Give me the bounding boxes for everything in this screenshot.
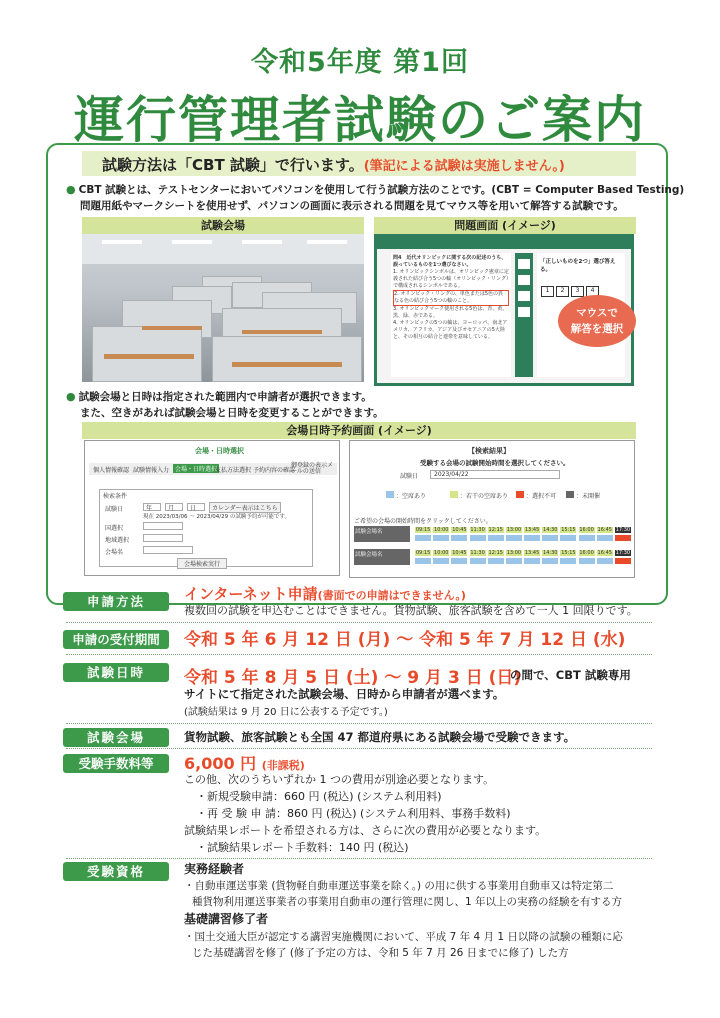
method-banner (82, 151, 636, 176)
slot-venue-label: 試験会場名 (354, 549, 410, 565)
time-slot-cell[interactable] (487, 534, 505, 542)
time-slot-header: 16:45 (597, 550, 612, 556)
qualification-head2: 基礎講習修了者 (184, 912, 269, 926)
method-banner-note: (筆記による試験は実施しません。) (363, 159, 565, 174)
date-label: 試験日 (105, 506, 124, 513)
answer-choice-4[interactable]: 4 (586, 286, 599, 297)
time-slot-cell[interactable] (505, 557, 523, 565)
venue-search-button[interactable]: 会場検索実行 (177, 558, 227, 569)
label-venue: 試験会場 (63, 728, 169, 747)
method-banner-text: 試験方法は「CBT 試験」で行います。 (102, 156, 364, 174)
exam-dates-text: 令和 5 年 8 月 5 日 (土) ～ 9 月 3 日 (日) (184, 668, 522, 688)
venue-name-label: 会場名 (105, 549, 124, 556)
cbt-description (66, 182, 684, 214)
qualification-body1b: 種貨物利用運送事業者の事業用自動車の運行管理に関し、1 年以上の実務の経験を有する方 (192, 896, 623, 908)
question-heading: 問4 近代オリンピックに関する次の記述のうち、誤っているものを1つ選びなさい。 (393, 255, 507, 268)
time-slot-cell[interactable] (450, 557, 468, 565)
fee-amount: 6,000 円 (184, 754, 257, 773)
fee-line1: この他、次のうちいずれか 1 つの費用が別途必要となります。 (184, 773, 495, 786)
booking-screen-mock-1 (84, 440, 340, 576)
fee-line3: ・再 受 験 申 請：860 円 (税込) (システム利用料、事務手数料) (196, 807, 511, 820)
legend-few: ：若干の空席あり (460, 493, 509, 500)
step-1: 個人情報確認 (93, 467, 130, 474)
time-slot-cell[interactable] (414, 534, 432, 542)
time-slot-header: 17:30 (615, 550, 631, 556)
apply-method-headline (184, 583, 466, 604)
exam-dates-line2: サイトにて指定された試験会場、日時から申請者が選べます。 (184, 687, 505, 701)
time-slot-header: 10:00 (434, 527, 449, 533)
time-slot-header: 10:45 (452, 527, 467, 533)
time-slot-cell[interactable] (523, 534, 541, 542)
label-fee: 受験手数料等 (63, 754, 169, 773)
time-slot-header: 16:00 (579, 550, 594, 556)
slot-venue-label: 試験会場名 (354, 526, 410, 542)
venue-notes (66, 389, 384, 421)
search-result-instruction: 受験する会場の試験開始時間を選択してください。 (420, 459, 570, 467)
apply-method-text: インターネット申請 (184, 585, 318, 603)
legend-not-held: ：未開催 (576, 493, 601, 500)
question-number-column (515, 253, 533, 377)
year-unit: 年 (146, 505, 153, 512)
mouse-bubble-line1: マウスで (576, 307, 618, 319)
time-slot-cell[interactable] (596, 534, 614, 542)
time-slot-cell[interactable] (432, 557, 450, 565)
mouse-bubble-line2: 解答を選択 (570, 323, 624, 335)
question-option-1: 1. オリンピックシンボルは、オリンピック憲章に定義された結び合う5つの輪（オリンピック・リング）で構成されるシンボルである。 (393, 269, 509, 289)
time-slot-cell[interactable] (414, 557, 432, 565)
region-select[interactable] (143, 534, 183, 542)
time-slot-header: 15:15 (561, 527, 576, 533)
country-select[interactable] (143, 522, 183, 530)
step-2: 試験情報入力 (133, 467, 170, 474)
qualification-body2b: じた基礎講習を修了 (修了予定の方は、令和 5 年 7 月 26 日までに修了) した方 (192, 947, 569, 959)
step-5: 予約内容の確認 (253, 467, 296, 474)
label-qualification: 受験資格 (63, 862, 169, 881)
time-slot-cell[interactable] (578, 557, 596, 565)
answer-prompt: 「正しいものを2つ」選び答える。 (540, 259, 616, 273)
time-slot-header: 12:15 (488, 550, 503, 556)
time-slot-cell[interactable] (578, 534, 596, 542)
time-slot-cell[interactable] (614, 534, 632, 542)
venue-name-input[interactable] (143, 546, 193, 554)
time-slot-cell[interactable] (559, 557, 577, 565)
fee-line5: ・試験結果レポート手数料：140 円 (税込) (196, 841, 409, 854)
venue-notes-line1: 試験会場と日時は指定された範囲内で申請者が選択できます。 (78, 391, 372, 403)
fee-tax-note: (非課税) (261, 759, 305, 772)
page-title: 運行管理者試験のご案内 (74, 91, 646, 149)
venue-text: 貨物試験、旅客試験とも全国 47 都道府県にある試験会場で受験できます。 (184, 730, 576, 744)
question-text-panel (391, 253, 511, 377)
caption-venue: 試験会場 (82, 217, 364, 234)
legend-available: ：空席あり (396, 493, 427, 500)
mouse-select-bubble (558, 295, 636, 347)
result-date-label: 試験日 (400, 473, 419, 480)
answer-choice-2[interactable]: 2 (556, 286, 569, 297)
booking-screen-mock-2 (349, 440, 635, 578)
fee-line4: 試験結果レポートを希望される方は、さらに次の費用が必要となります。 (184, 824, 547, 837)
month-unit: 月 (168, 505, 175, 512)
venue-photo (82, 234, 364, 382)
time-slot-header: 16:45 (597, 527, 612, 533)
label-apply-period: 申請の受付期間 (63, 630, 169, 649)
time-slot-header: 12:15 (488, 527, 503, 533)
cbt-description-line2: 問題用紙やマークシートを使用せず、パソコンの画面に表示される問題を見てマウス等を用いて解答する試験です。 (80, 200, 624, 212)
question-option-3: 3. オリンピックマーク使用される5色は、青、黄、黒、緑、赤である。 (393, 306, 508, 319)
time-slot-grid-1 (354, 526, 632, 542)
answer-choice-1[interactable]: 1 (541, 286, 554, 297)
booking-title: 会場・日時選択 (195, 447, 244, 455)
qualification-body1a: ・自動車運送事業 (貨物軽自動車運送事業を除く。) の用に供する事業用自動車又は特定第二 (184, 880, 614, 892)
day-unit: 日 (190, 505, 197, 512)
cbt-description-line1: CBT 試験とは、テストセンターにおいてパソコンを使用して行う試験方法のことです。(CBT = Computer Based Testing) (78, 184, 685, 196)
time-slot-header: 11:30 (470, 550, 485, 556)
exam-dates-suffix: の間で、CBT 試験専用 (510, 668, 631, 682)
time-slot-header: 13:45 (524, 550, 540, 556)
label-exam-dates: 試験日時 (63, 663, 169, 682)
time-slot-cell[interactable] (596, 557, 614, 565)
time-slot-cell[interactable] (469, 534, 487, 542)
time-slot-header: 11:30 (470, 527, 485, 533)
time-slot-cell[interactable] (541, 534, 559, 542)
search-result-title: 【検索結果】 (468, 447, 510, 455)
click-note: ご希望の会場の開始時間をクリックしてください。 (354, 518, 492, 525)
time-slot-cell[interactable] (450, 534, 468, 542)
title-year-line: 令和5年度 第1回 (251, 47, 469, 78)
bullet-icon: ● (66, 390, 76, 403)
time-slot-cell[interactable] (487, 557, 505, 565)
qualification-head1: 実務経験者 (184, 862, 245, 876)
time-slot-header: 13:00 (506, 550, 522, 556)
region-label: 地域選択 (105, 537, 130, 544)
step-6: 御登録の表示メールの送信 (291, 462, 334, 475)
range-note: 現在 2023/03/06 ～ 2023/04/29 の試験予約が可能です。 (143, 514, 290, 520)
step-3-active: 会場・日時選択 (175, 466, 218, 473)
time-slot-grid-2 (354, 549, 632, 565)
fee-line2: ・新規受験申請：660 円 (税込) (システム利用料) (196, 790, 442, 803)
label-apply-method: 申請方法 (63, 592, 169, 611)
time-slot-cell[interactable] (559, 534, 577, 542)
calendar-button[interactable]: カレンダー表示はこちら (209, 502, 281, 513)
exam-dates-line3: (試験結果は 9 月 20 日に公表する予定です。) (184, 707, 388, 718)
legend-unavailable: ：選択不可 (526, 493, 557, 500)
venue-notes-line2: また、空きがあれば試験会場と日時を変更することができます。 (80, 407, 384, 419)
time-slot-header: 14:30 (543, 527, 558, 533)
apply-method-note: (書面での申請はできません。) (317, 589, 466, 602)
time-slot-cell[interactable] (523, 557, 541, 565)
answer-choice-3[interactable]: 3 (571, 286, 584, 297)
caption-question-screen: 問題画面 (イメージ) (374, 217, 636, 234)
question-option-4: 4. オリンピックの5つの輪は、ヨーロッパ、南北アメリカ、アフリカ、アジア及びオセアニアの5大陸と、その相互の結合と連帯を意味している。 (393, 320, 508, 340)
time-slot-header: 15:15 (561, 550, 576, 556)
time-slot-header: 09:15 (415, 550, 431, 556)
step-4: 支払方法選択 (215, 467, 252, 474)
bullet-icon: ● (66, 183, 76, 196)
time-slot-header: 16:00 (579, 527, 594, 533)
time-slot-header: 09:15 (415, 527, 431, 533)
time-slot-header: 10:45 (452, 550, 467, 556)
qualification-body2a: ・国土交通大臣が認定する講習実施機関において、平成 7 年 4 月 1 日以降の試験の種類に応 (184, 931, 623, 943)
time-slot-cell[interactable] (432, 534, 450, 542)
time-slot-cell[interactable] (614, 557, 632, 565)
search-header: 検索条件 (103, 493, 128, 500)
time-slot-header: 17:30 (615, 527, 631, 533)
question-option-2: 2. オリンピック・リングの、単色または5色の異なる色の結び合う5つの輪のこと。 (393, 290, 509, 306)
apply-period-text: 令和 5 年 6 月 12 日 (月) ～ 令和 5 年 7 月 12 日 (水) (184, 630, 626, 650)
time-slot-header: 13:00 (506, 527, 522, 533)
question-screen-header-bar (377, 237, 631, 249)
time-slot-cell[interactable] (505, 534, 523, 542)
country-label: 国選択 (105, 525, 124, 532)
time-slot-header: 10:00 (434, 550, 449, 556)
result-date-value: 2023/04/22 (430, 470, 560, 479)
time-slot-cell[interactable] (469, 557, 487, 565)
apply-method-detail: 複数回の試験を申込むことはできません。貨物試験、旅客試験を含めて一人 1 回限りです。 (184, 604, 638, 617)
time-slot-header: 13:45 (524, 527, 540, 533)
caption-booking-screen: 会場日時予約画面 (イメージ) (82, 422, 636, 439)
time-slot-cell[interactable] (541, 557, 559, 565)
time-slot-header: 14:30 (543, 550, 558, 556)
